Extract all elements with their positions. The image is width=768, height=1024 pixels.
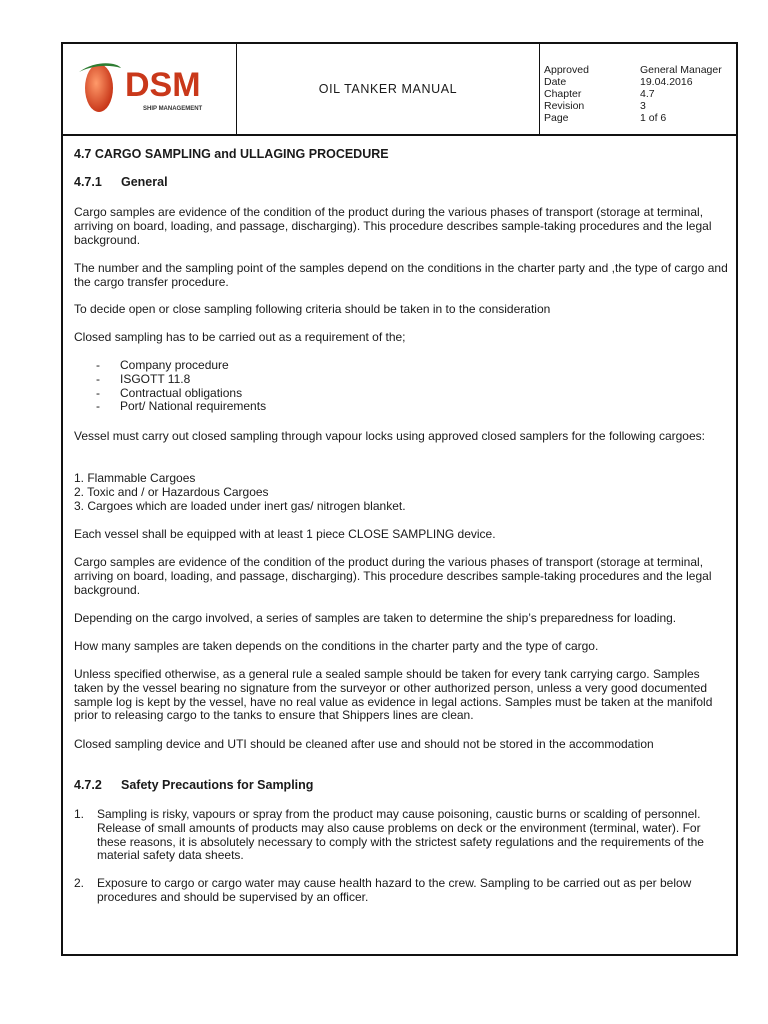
list-item: - Port/ National requirements xyxy=(96,399,267,414)
paragraph: Vessel must carry out closed sampling through vapour locks using approved closed samplers for the following cargoes: xyxy=(74,429,705,443)
paragraph: Cargo samples are evidence of the condition of the product during the various phases of transport (storage at terminal, arriving on board, loading, and passage, discharging). This procedure describes sample-taking procedures and the legal background. xyxy=(74,555,712,597)
meta-row-page: Page 1 of 6 xyxy=(544,112,667,124)
safety-list xyxy=(74,808,728,905)
list-item: 1. Flammable Cargoes xyxy=(74,471,196,485)
paragraph: Closed sampling device and UTI should be cleaned after use and should not be stored in the accommodation xyxy=(74,737,654,751)
list-item: 2. Exposure to cargo or cargo water may cause health hazard to the crew. Sampling to be carried out as per below procedures and should be supervised by an officer. xyxy=(74,876,692,904)
paragraph: Each vessel shall be equipped with at least 1 piece CLOSE SAMPLING device. xyxy=(74,527,496,541)
logo-cell xyxy=(63,44,237,134)
section-title: 4.7 CARGO SAMPLING and ULLAGING PROCEDURE xyxy=(74,147,389,161)
document-meta xyxy=(539,44,737,134)
list-item: - Contractual obligations xyxy=(96,385,243,400)
dsm-logo xyxy=(77,58,227,120)
document-page xyxy=(61,42,738,956)
manual-title: OIL TANKER MANUAL xyxy=(318,82,458,96)
list-item: - Company procedure xyxy=(96,358,229,372)
list-item: 3. Cargoes which are loaded under inert gas/ nitrogen blanket. xyxy=(74,498,406,513)
paragraph: To decide open or close sampling following criteria should be taken in to the consideration xyxy=(74,302,551,316)
paragraph: The number and the sampling point of the samples depend on the conditions in the charter party and ,the type of cargo and the cargo transfer procedure. xyxy=(74,261,728,289)
subsection-general-heading: 4.7.1 General xyxy=(74,175,168,189)
list-item: 2. Toxic and / or Hazardous Cargoes xyxy=(74,484,269,499)
paragraph: Depending on the cargo involved, a series of samples are taken to determine the ship’s preparedness for loading. xyxy=(74,611,677,625)
document-header xyxy=(63,44,736,136)
list-item: 1. Sampling is risky, vapours or spray from the product may cause poisoning, caustic burns or scalding of personnel. Release of small amounts of products may also cause problems on deck or the environment (terminal, water). For these reasons, it is absolutely necessary to comply with the strictest safety regulations and the requirements of the material safety data sheets. xyxy=(74,807,704,863)
list-item: - ISGOTT 11.8 xyxy=(96,371,191,386)
cargo-list xyxy=(74,472,728,513)
paragraph: Unless specified otherwise, as a general rule a sealed sample should be taken for every tank carrying cargo. Samples taken by the vessel bearing no signature from the surveyor or other authorized person, unless a very good documented sample log is kept by the vessel, have no real value as evidence in legal actions. Samples must be taken at the manifold prior to releasing cargo to the tanks to ensure that Shippers lines are clean. xyxy=(74,667,713,723)
meta-row-chapter: Chapter 4.7 xyxy=(544,88,655,100)
logo-subtext: SHIP MANAGEMENT xyxy=(143,106,203,112)
meta-row-date: Date 19.04.2016 xyxy=(544,76,693,88)
meta-row-approved: Approved General Manager xyxy=(544,64,722,76)
paragraph: Cargo samples are evidence of the condition of the product during the various phases of transport (storage at terminal, arriving on board, loading, and passage, discharging). This procedure describes sample-taking procedures and the legal background. xyxy=(74,205,712,247)
paragraph: Closed sampling has to be carried out as a requirement of the; xyxy=(74,330,406,344)
requirement-list xyxy=(74,359,728,414)
logo-text: DSM xyxy=(125,66,201,104)
subsection-safety-heading: 4.7.2 Safety Precautions for Sampling xyxy=(74,778,314,792)
meta-table xyxy=(544,64,722,124)
paragraph: How many samples are taken depends on the conditions in the charter party and the type of cargo. xyxy=(74,639,599,653)
meta-row-revision: Revision 3 xyxy=(544,100,646,112)
